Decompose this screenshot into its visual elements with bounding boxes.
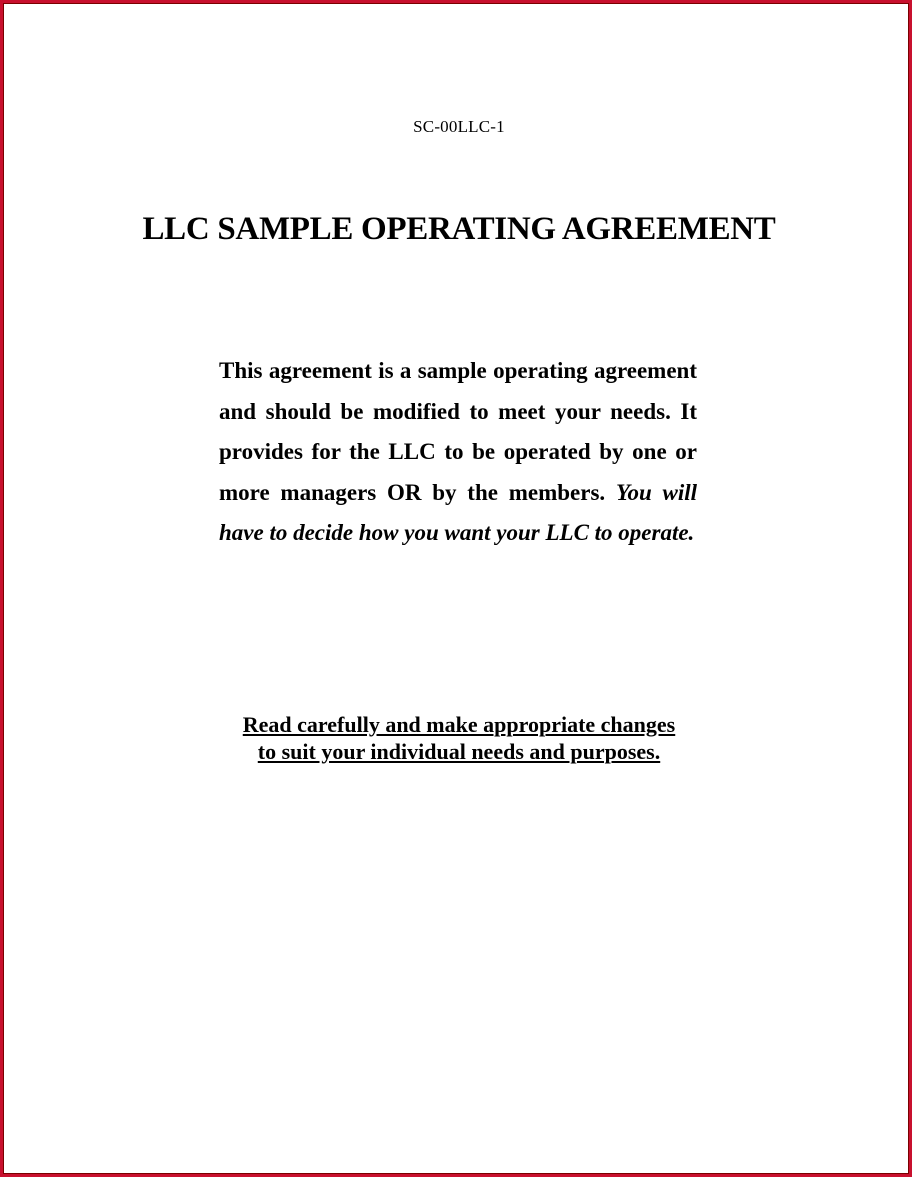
notice-line-2: to suit your individual needs and purposes. (257, 739, 661, 764)
intro-italic-text: You will have to decide how you want your LLC to operate. (219, 479, 697, 545)
intro-paragraph (219, 351, 697, 554)
document-code: SC-00LLC-1 (413, 117, 505, 136)
notice-text (9, 711, 909, 765)
intro-plain-text: This agreement is a sample operating agreement and should be modified to meet your needs. It provides for the LLC to be operated by one or more managers OR by the members. (219, 358, 697, 505)
notice-line-1: Read carefully and make appropriate changes (242, 712, 676, 737)
document-title: LLC SAMPLE OPERATING AGREEMENT (142, 211, 776, 247)
document-page (9, 9, 903, 1168)
